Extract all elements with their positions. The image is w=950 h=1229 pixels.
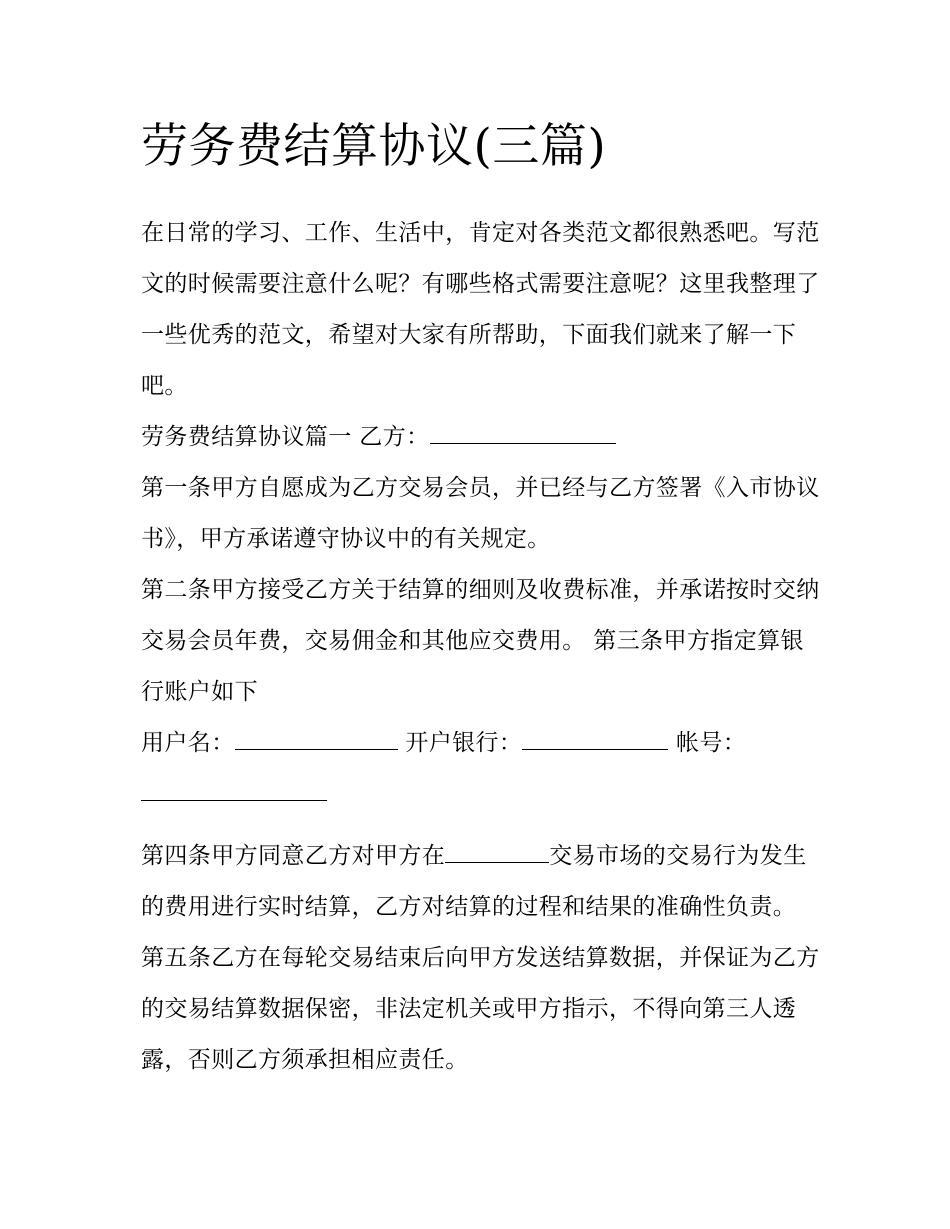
- document-body: [141, 112, 821, 1086]
- user-label: 用户名：: [141, 730, 235, 756]
- account-blank-line: [141, 769, 821, 820]
- account-label: 帐号：: [676, 730, 747, 756]
- clause-4-end: 交易市场的交易行为发生的费用进行实时结算，乙方对结算的过程和结果的准确性负责。: [141, 843, 807, 920]
- account-fields-line: [141, 718, 821, 769]
- clause-4: [141, 831, 821, 933]
- clause-2-3: 第二条甲方接受乙方关于结算的细则及收费标准，并承诺按时交纳交易会员年费，交易佣金和其他应交费用。 第三条甲方指定算银行账户如下: [141, 577, 820, 705]
- clause-1: 第一条甲方自愿成为乙方交易会员，并已经与乙方签署《入市协议书》，甲方承诺遵守协议中的有关规定。: [141, 475, 820, 552]
- clause-5: 第五条乙方在每轮交易结束后向甲方发送结算数据，并保证为乙方的交易结算数据保密，非法定机关或甲方指示，不得向第三人透露，否则乙方须承担相应责任。: [141, 945, 820, 1073]
- bank-blank: [522, 729, 668, 750]
- user-blank: [235, 729, 398, 750]
- intro-paragraph: 在日常的学习、工作、生活中，肯定对各类范文都很熟悉吧。写范文的时候需要注意什么呢？有哪些格式需要注意呢？这里我整理了一些优秀的范文，希望对大家有所帮助，下面我们就来了解一下吧。: [141, 220, 820, 399]
- section-heading-line: [141, 412, 821, 463]
- section-heading: 劳务费结算协议篇一 乙方：: [141, 424, 430, 450]
- document-title: 劳务费结算协议(三篇): [141, 119, 607, 174]
- party-b-blank: [430, 423, 616, 444]
- bank-label: 开户银行：: [405, 730, 523, 756]
- clause-4-start: 第四条甲方同意乙方对甲方在: [141, 843, 446, 869]
- account-blank: [141, 780, 327, 801]
- spacer: [141, 820, 821, 831]
- market-blank: [445, 842, 549, 863]
